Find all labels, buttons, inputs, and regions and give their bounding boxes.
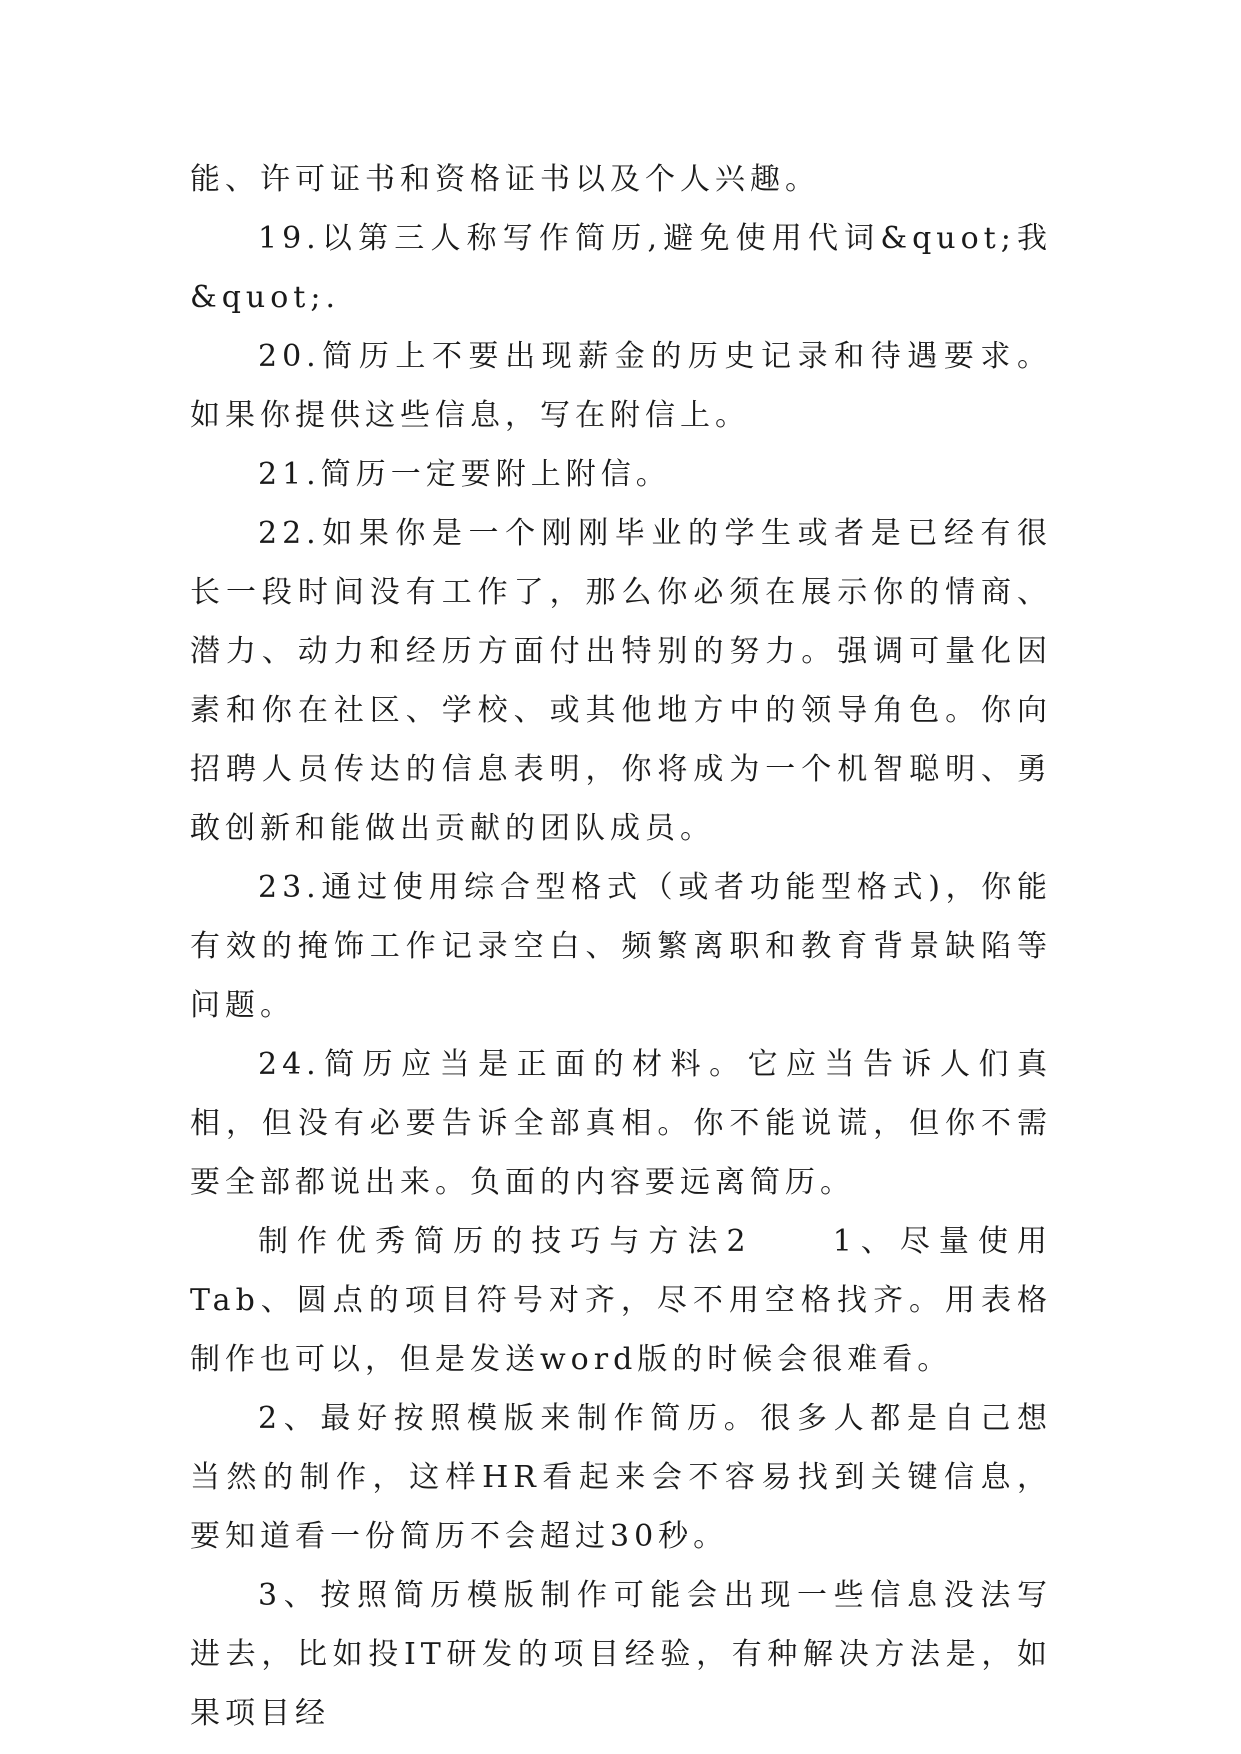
- paragraph-24: 24.简历应当是正面的材料。它应当告诉人们真相，但没有必要告诉全部真相。你不能说谎，但你不需要全部都说出来。负面的内容要远离简历。: [190, 1047, 1052, 1200]
- paragraph-20: 20.简历上不要出现薪金的历史记录和待遇要求。如果你提供这些信息，写在附信上。: [190, 339, 1052, 433]
- paragraph-1: 能、许可证书和资格证书以及个人兴趣。: [190, 162, 820, 197]
- paragraph-22: 22.如果你是一个刚刚毕业的学生或者是已经有很长一段时间没有工作了，那么你必须在展示你的情商、潜力、动力和经历方面付出特别的努力。强调可量化因素和你在社区、学校、或其他地方中的领导角色。你向招聘人员传达的信息表明，你将成为一个机智聪明、勇敢创新和能做出贡献的团队成员。: [190, 516, 1052, 846]
- document-body: [190, 150, 1052, 1743]
- paragraph-tips-3: 3、按照简历模版制作可能会出现一些信息没法写进去，比如投IT研发的项目经验，有种解决方法是，如果项目经: [190, 1578, 1052, 1731]
- paragraph-tips-1: 制作优秀简历的技巧与方法2 1、尽量使用Tab、圆点的项目符号对齐，尽不用空格找齐。用表格制作也可以，但是发送word版的时候会很难看。: [190, 1224, 1052, 1377]
- paragraph-23: 23.通过使用综合型格式（或者功能型格式)，你能有效的掩饰工作记录空白、频繁离职和教育背景缺陷等问题。: [190, 870, 1052, 1023]
- paragraph-tips-2: 2、最好按照模版来制作简历。很多人都是自己想当然的制作，这样HR看起来会不容易找到关键信息，要知道看一份简历不会超过30秒。: [190, 1401, 1052, 1554]
- paragraph-19: 19.以第三人称写作简历,避免使用代词&quot;我&quot;.: [190, 221, 1052, 315]
- paragraph-21: 21.简历一定要附上附信。: [258, 457, 671, 492]
